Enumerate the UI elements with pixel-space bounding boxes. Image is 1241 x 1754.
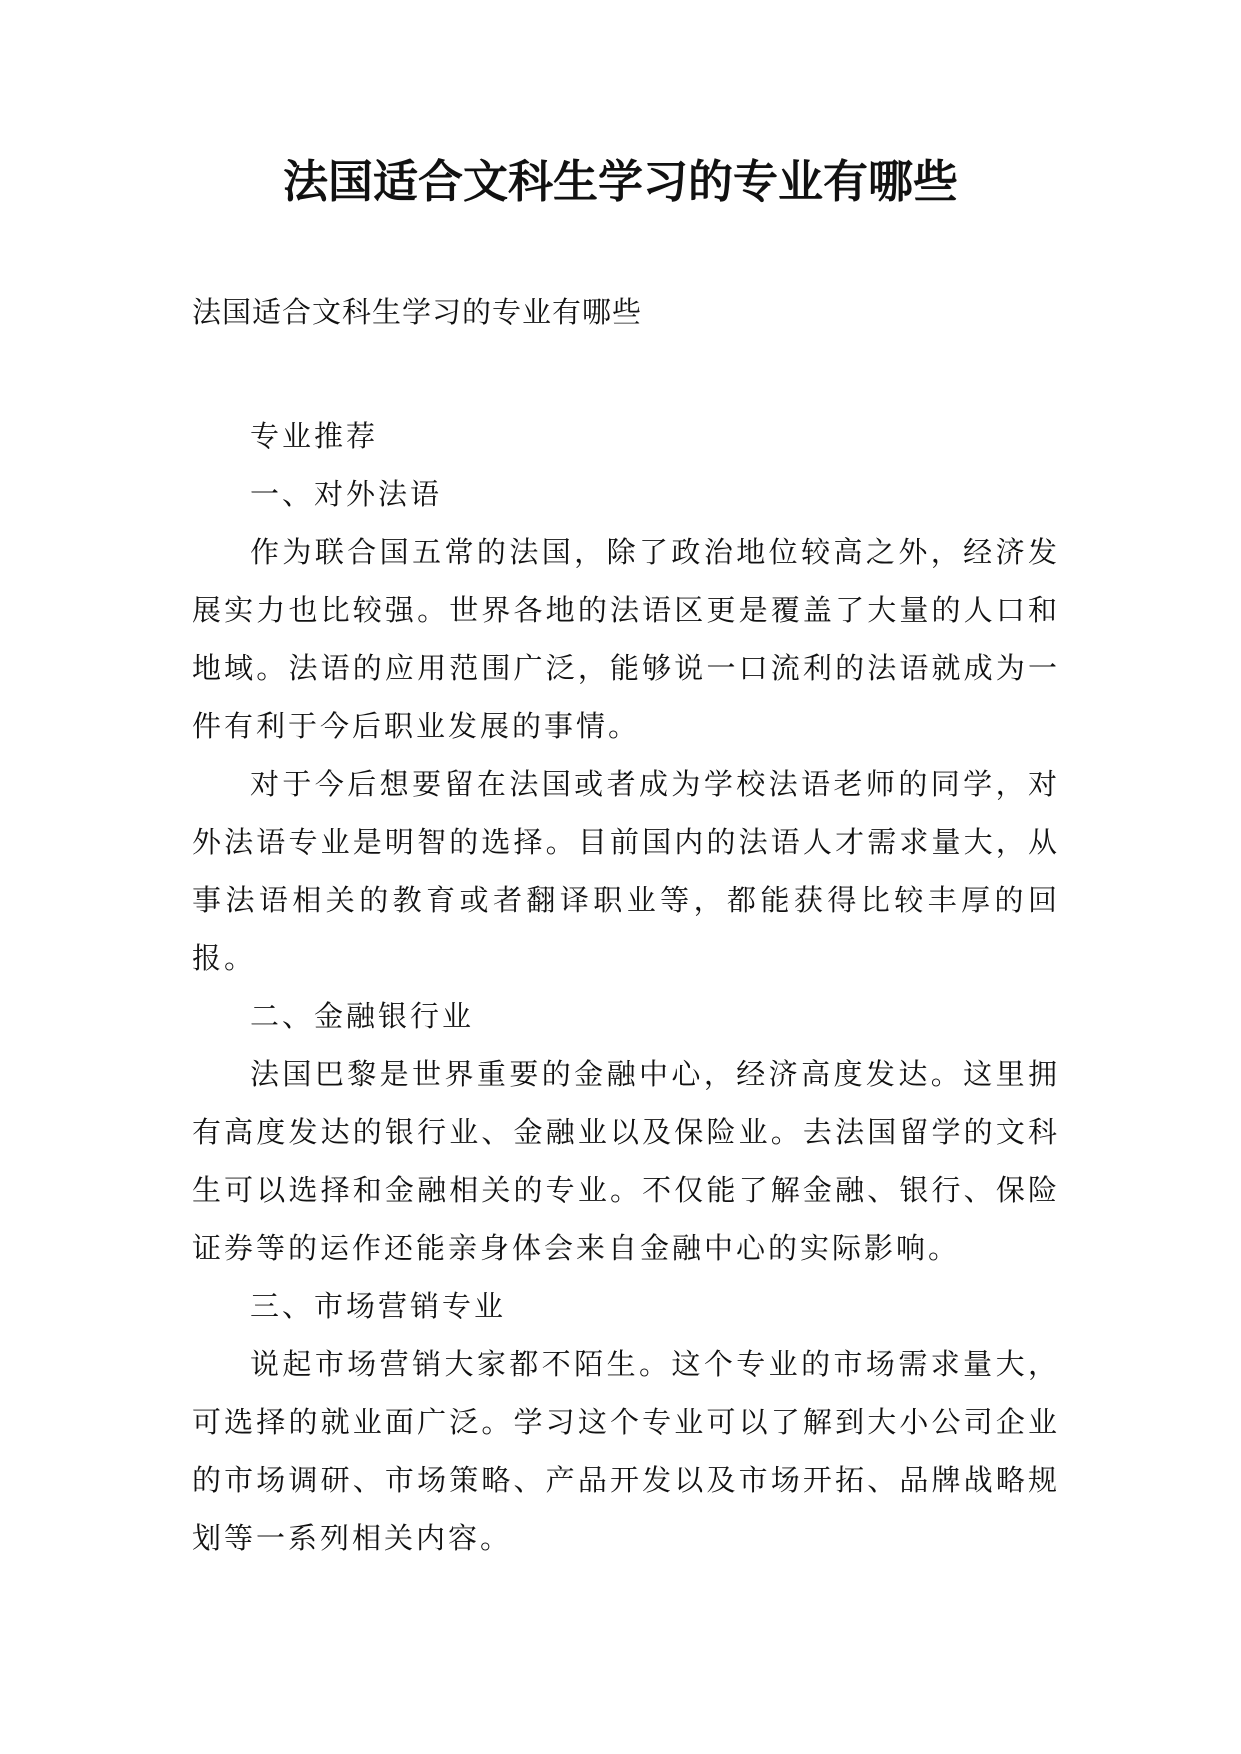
section-heading: 一、对外法语 (250, 477, 443, 511)
body-paragraph: 法国巴黎是世界重要的金融中心，经济高度发达。这里拥有高度发达的银行业、金融业以及保险业。去法国留学的文科生可以选择和金融相关的专业。不仅能了解金融、银行、保险证券等的运作还能亲身体会来自金融中心的实际影响。 (192, 1057, 1060, 1265)
body-paragraph: 说起市场营销大家都不陌生。这个专业的市场需求量大，可选择的就业面广泛。学习这个专业可以了解到大小公司企业的市场调研、市场策略、产品开发以及市场开拓、品牌战略规划等一系列相关内容。 (192, 1347, 1060, 1555)
body-paragraph: 对于今后想要留在法国或者成为学校法语老师的同学，对外法语专业是明智的选择。目前国内的法语人才需求量大，从事法语相关的教育或者翻译职业等，都能获得比较丰厚的回报。 (192, 767, 1060, 975)
body-paragraph: 作为联合国五常的法国，除了政治地位较高之外，经济发展实力也比较强。世界各地的法语区更是覆盖了大量的人口和地域。法语的应用范围广泛，能够说一口流利的法语就成为一件有利于今后职业发展的事情。 (192, 535, 1060, 743)
section-heading: 专业推荐 (250, 419, 379, 453)
document-body (192, 407, 1060, 1567)
document-title: 法国适合文科生学习的专业有哪些 (282, 155, 958, 208)
section-heading: 三、市场营销专业 (250, 1289, 507, 1323)
section-heading: 二、金融银行业 (250, 999, 475, 1033)
document-subtitle: 法国适合文科生学习的专业有哪些 (192, 295, 643, 329)
